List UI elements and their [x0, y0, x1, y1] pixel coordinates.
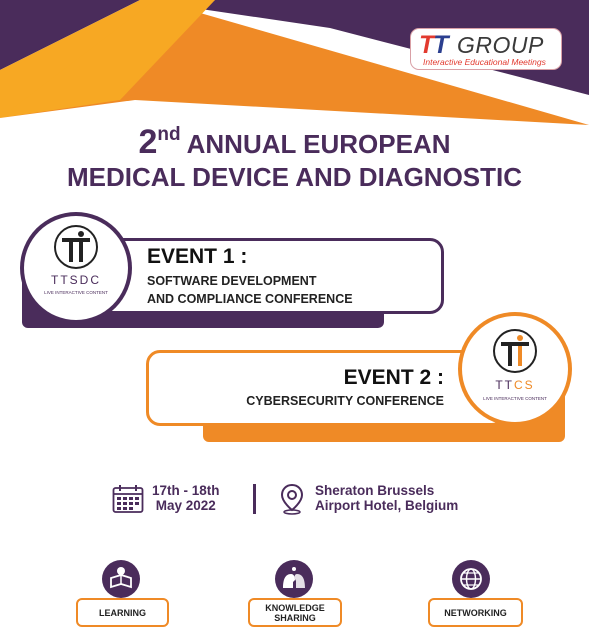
title-line-2: MEDICAL DEVICE AND DIAGNOSTIC	[66, 162, 523, 192]
ttsdc-tagline: LIVE INTERACTIVE CONTENT	[44, 290, 108, 295]
globe-network-icon	[452, 560, 490, 598]
location-pin-icon	[280, 483, 304, 515]
tt-group-logo	[410, 28, 562, 70]
ttsdc-name: TTSDC	[51, 273, 101, 287]
tt-person-icon	[53, 224, 99, 270]
event2-heading: EVENT 2 :	[343, 366, 444, 389]
ttcs-tagline: LIVE INTERACTIVE CONTENT	[483, 396, 547, 401]
logo-group-text: GROUP	[457, 32, 544, 58]
knowledge-sharing-label: KNOWLEDGE SHARING	[248, 598, 342, 627]
info-divider	[253, 484, 256, 514]
logo-tt: TT	[419, 31, 448, 59]
calendar-icon	[112, 484, 144, 514]
event1-title-line1: SOFTWARE DEVELOPMENT	[147, 274, 317, 288]
event-venue: Sheraton Brussels Airport Hotel, Belgium	[315, 483, 459, 513]
event1-title-line2: AND COMPLIANCE CONFERENCE	[147, 292, 353, 306]
event2-title: CYBERSECURITY CONFERENCE	[246, 394, 444, 408]
ttcs-name: TTCS	[495, 378, 535, 392]
logo-tagline: Interactive Educational Meetings	[423, 57, 546, 67]
knowledge-sharing-icon	[275, 560, 313, 598]
ttcs-logo	[462, 316, 568, 422]
learning-label: LEARNING	[76, 598, 169, 627]
ttsdc-logo	[24, 216, 128, 320]
learning-icon	[102, 560, 140, 598]
tt-person-icon	[492, 328, 538, 374]
event-dates: 17th - 18th May 2022	[152, 483, 220, 513]
networking-label: NETWORKING	[428, 598, 523, 627]
event1-heading: EVENT 1 :	[147, 245, 248, 268]
title-line-1: 2nd ANNUAL EUROPEAN	[138, 123, 451, 161]
